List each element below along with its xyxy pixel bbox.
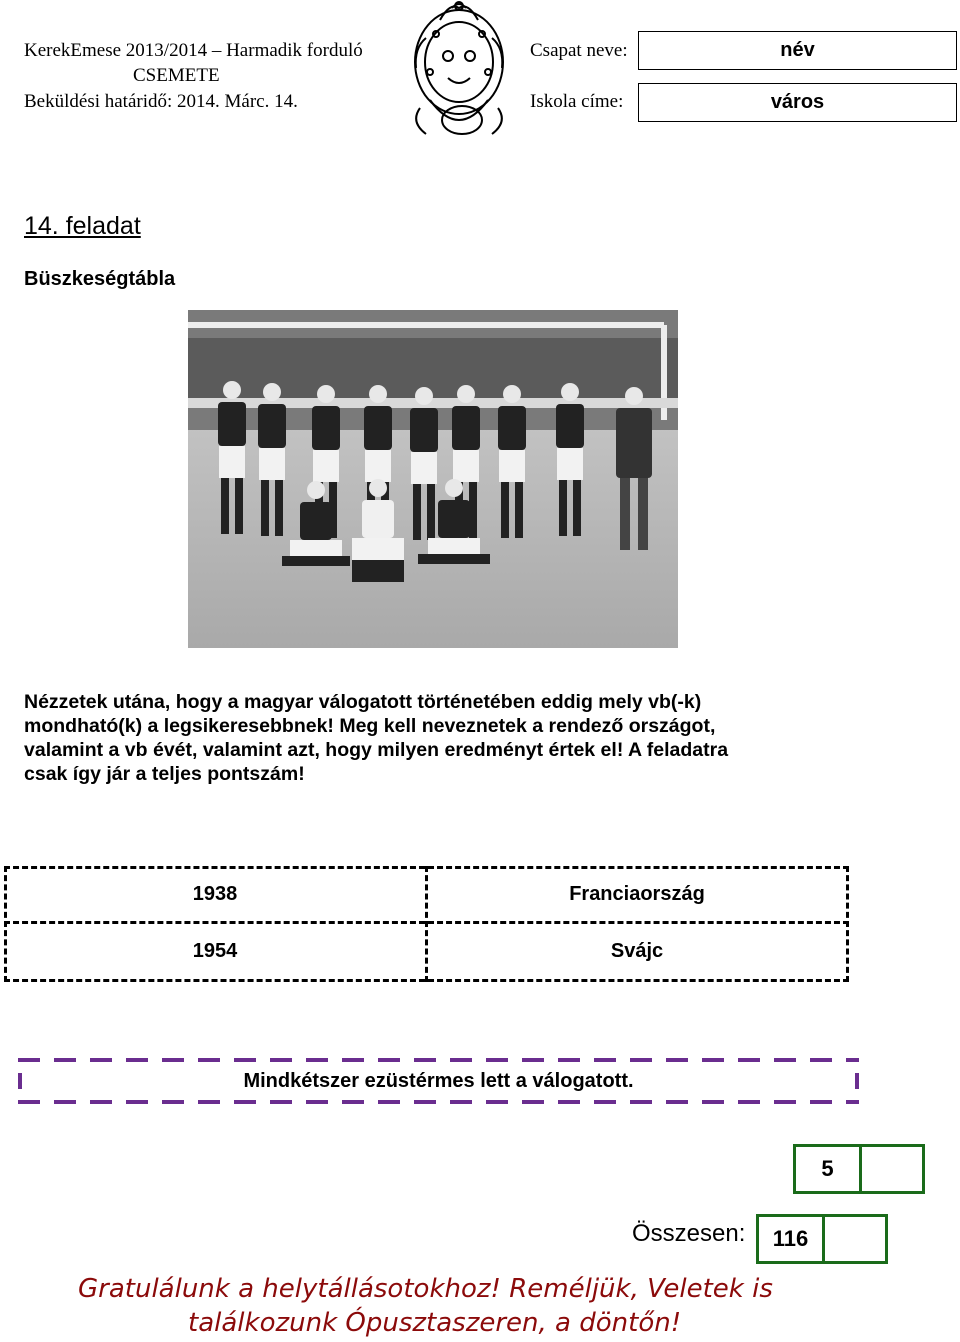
total-label: Összesen: xyxy=(632,1220,746,1247)
task-description-line: Nézzetek utána, hogy a magyar válogatott történetében eddig mely vb(-k) xyxy=(24,691,702,713)
team-photo xyxy=(188,310,678,648)
table-row xyxy=(4,923,849,980)
competition-title: KerekEmese 2013/2014 – Harmadik forduló xyxy=(24,40,363,61)
points-box xyxy=(793,1144,925,1194)
task-description-line: csak így jár a teljes pontszám! xyxy=(24,763,305,785)
result-note-box[interactable] xyxy=(18,1058,859,1104)
deadline-text: Beküldési határidő: 2014. Márc. 14. xyxy=(24,91,298,112)
team-name-label: Csapat neve: xyxy=(530,40,628,61)
closing-message xyxy=(78,1272,773,1340)
closing-line: Gratulálunk a helytállásotokhoz! Reméljük, Veletek is xyxy=(78,1274,773,1304)
total-box xyxy=(756,1214,888,1264)
closing-line: találkozunk Ópusztaszeren, a döntőn! xyxy=(188,1308,682,1338)
task-description-line: valamint a vb évét, valamint azt, hogy milyen eredményt értek el! A feladatra xyxy=(24,739,729,761)
school-address-field[interactable]: város xyxy=(638,83,957,122)
task-subtitle: Büszkeségtábla xyxy=(24,268,176,290)
year-cell[interactable]: 1954 xyxy=(192,940,238,962)
task-description-line: mondható(k) a legsikeresebbnek! Meg kell neveznetek a rendező országot, xyxy=(24,715,716,737)
points-blank-cell[interactable] xyxy=(862,1147,922,1191)
category-label: CSEMETE xyxy=(133,65,220,86)
total-value: 116 xyxy=(759,1217,825,1261)
country-cell[interactable]: Franciaország xyxy=(569,883,705,905)
table-row xyxy=(4,866,849,923)
result-note-text: Mindkétszer ezüstérmes lett a válogatott. xyxy=(243,1070,634,1092)
country-cell[interactable]: Svájc xyxy=(610,940,664,962)
mascot-logo-icon xyxy=(400,0,518,140)
school-address-label: Iskola címe: xyxy=(530,91,624,112)
team-name-field[interactable]: név xyxy=(638,31,957,70)
task-description xyxy=(24,690,934,786)
task-title: 14. feladat xyxy=(24,212,141,240)
year-cell[interactable]: 1938 xyxy=(192,883,238,905)
answer-table xyxy=(4,866,849,980)
total-blank-cell[interactable] xyxy=(825,1217,885,1261)
points-value: 5 xyxy=(796,1147,862,1191)
